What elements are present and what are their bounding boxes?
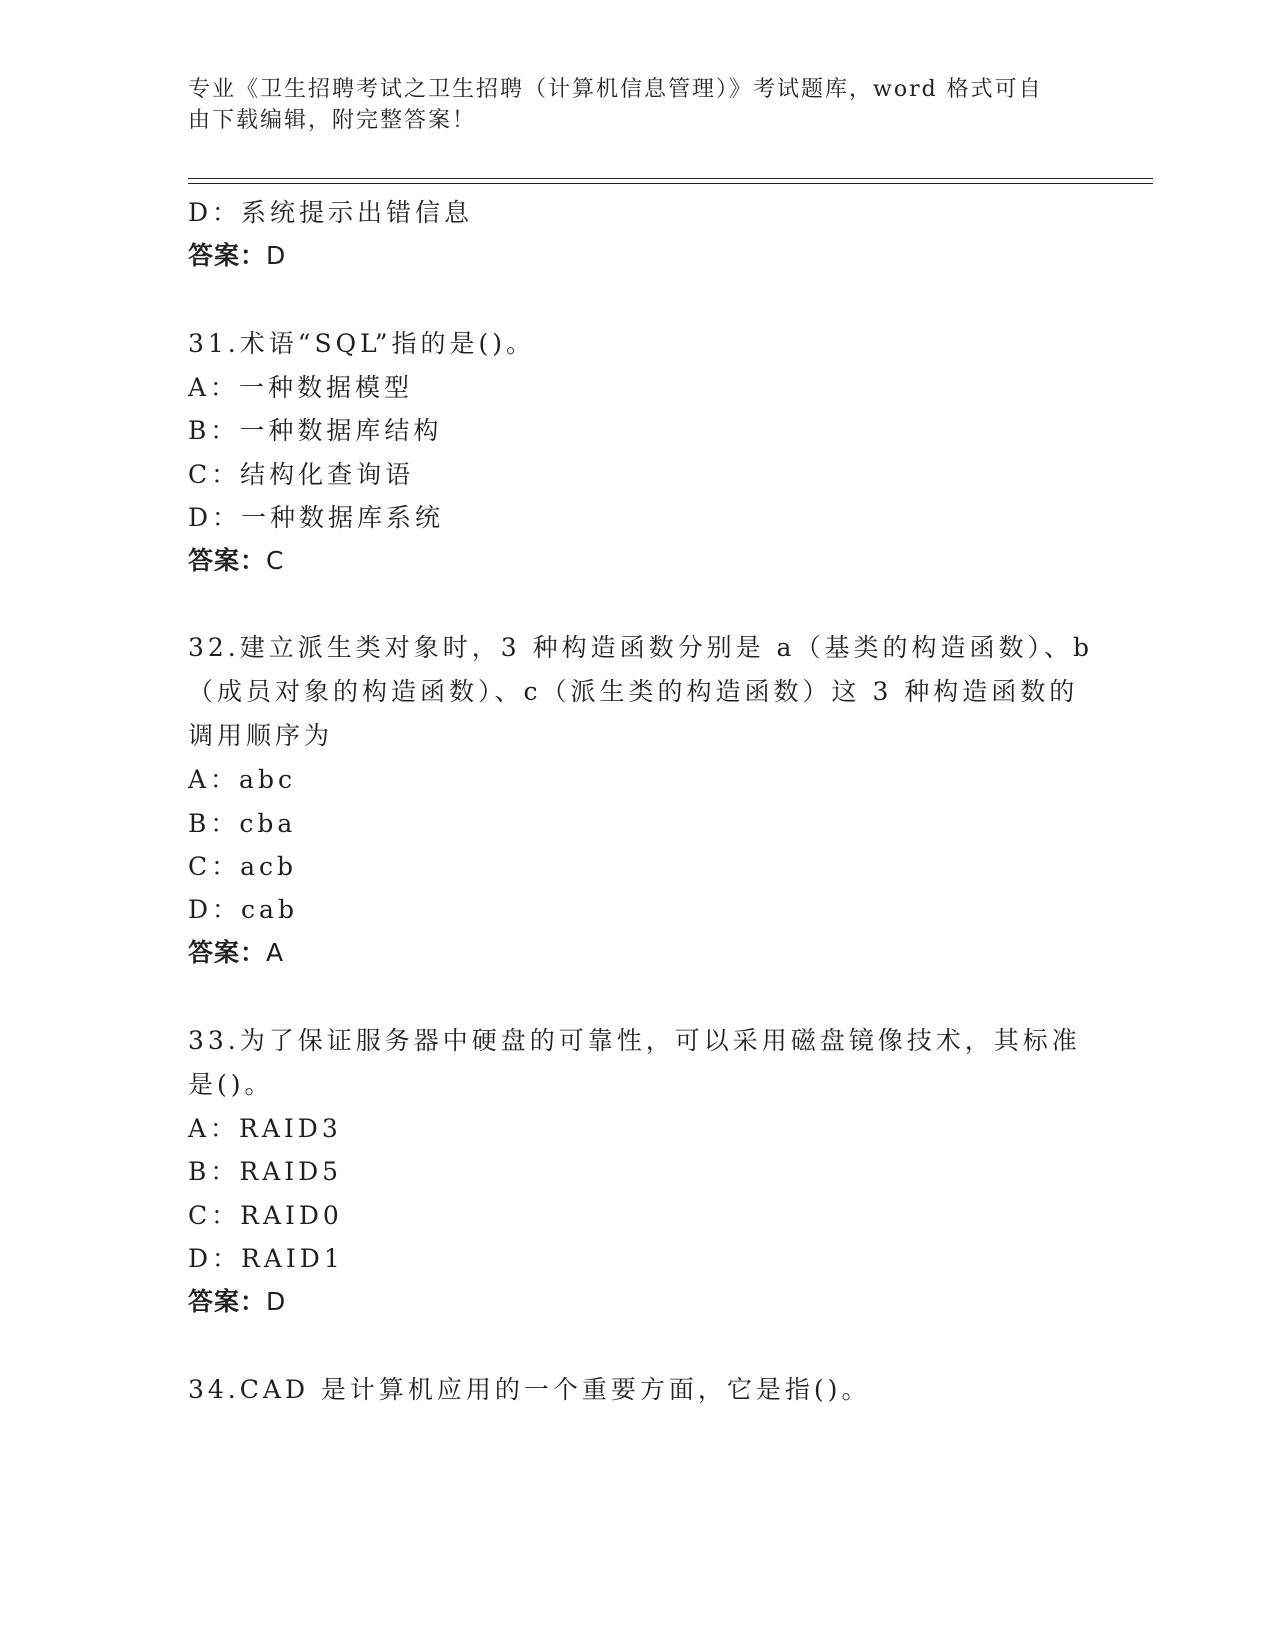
q34-stem: 34.CAD 是计算机应用的一个重要方面，它是指()。 (188, 1375, 871, 1404)
q33-stem-line-1: 33.为了保证服务器中硬盘的可靠性，可以采用磁盘镜像技术，其标准 (188, 1026, 1081, 1055)
q32-stem-line-2: （成员对象的构造函数）、c（派生类的构造函数）这 3 种构造函数的 (188, 677, 1079, 706)
answer-label: 答案： (188, 938, 267, 967)
q33-option-b: B：RAID5 (188, 1157, 343, 1186)
q32-answer (188, 933, 284, 969)
answer-value: A (266, 938, 285, 967)
q31-option-b: B：一种数据库结构 (188, 416, 443, 445)
header-divider-top (188, 178, 1153, 179)
q32-option-b: B：cba (188, 809, 297, 838)
prev-answer (188, 236, 286, 272)
q31-stem: 31.术语“SQL”指的是()。 (188, 329, 536, 358)
answer-value: C (266, 546, 285, 575)
q32-stem-line-3: 调用顺序为 (188, 721, 334, 750)
q33-option-a: A：RAID3 (188, 1114, 342, 1143)
prev-option-d: D：系统提示出错信息 (188, 198, 474, 227)
answer-value: D (266, 1287, 287, 1316)
q32-stem-line-1: 32.建立派生类对象时，3 种构造函数分别是 a（基类的构造函数）、b (188, 633, 1093, 662)
q31-option-c: C：结构化查询语 (188, 460, 415, 489)
q31-option-a: A：一种数据模型 (188, 373, 414, 402)
q33-option-c: C：RAID0 (188, 1201, 343, 1230)
answer-value: D (266, 241, 287, 270)
header-line-2: 由下载编辑，附完整答案！ (188, 108, 477, 133)
q32-option-d: D：cab (188, 895, 298, 924)
q31-answer (188, 541, 284, 577)
document-header (188, 74, 1068, 136)
answer-label: 答案： (188, 1287, 267, 1316)
q32-option-a: A：abc (188, 765, 296, 794)
answer-label: 答案： (188, 241, 267, 270)
q32-option-c: C：acb (188, 852, 298, 881)
q33-option-d: D：RAID1 (188, 1244, 344, 1273)
header-line-1: 专业《卫生招聘考试之卫生招聘（计算机信息管理）》考试题库，word 格式可自 (188, 77, 1043, 102)
q33-answer (188, 1282, 286, 1318)
answer-label: 答案： (188, 546, 267, 575)
q31-option-d: D：一种数据库系统 (188, 503, 445, 532)
header-divider-bottom (188, 183, 1153, 184)
q33-stem-line-2: 是()。 (188, 1070, 274, 1099)
